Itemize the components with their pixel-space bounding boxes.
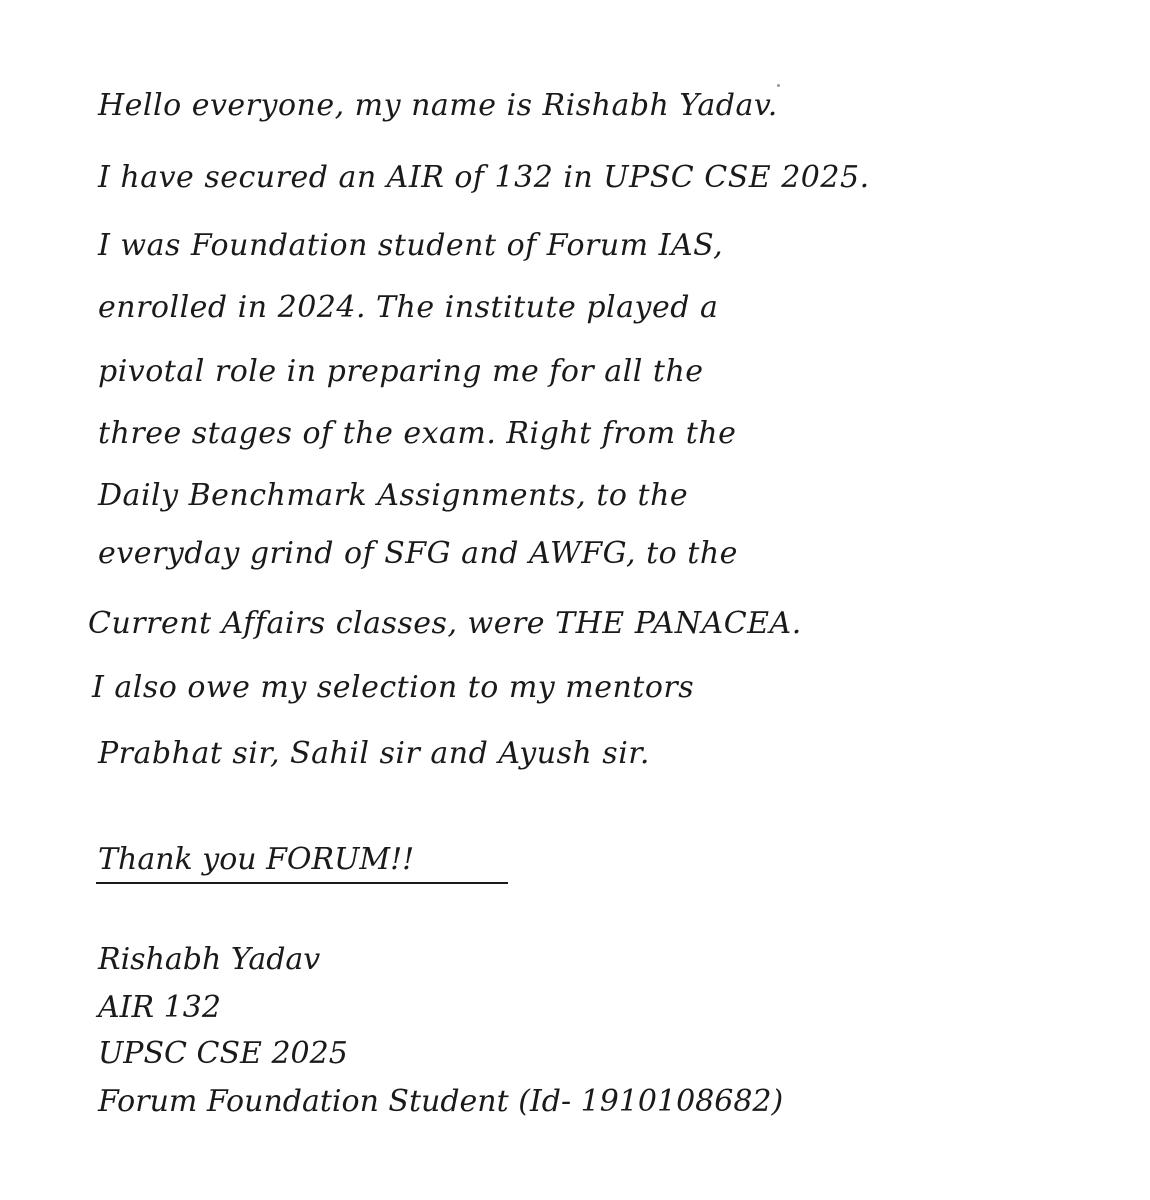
thank-you-line: Thank you FORUM!! xyxy=(98,842,415,877)
letter-line-5: pivotal role in preparing me for all the xyxy=(98,354,704,389)
letter-line-9: Current Affairs classes, were THE PANACEA. xyxy=(88,606,802,641)
letter-line-7: Daily Benchmark Assignments, to the xyxy=(98,478,689,513)
letter-line-3: I was Foundation student of Forum IAS, xyxy=(98,228,724,263)
signature-rank: AIR 132 xyxy=(98,990,221,1025)
letter-line-11: Prabhat sir, Sahil sir and Ayush sir. xyxy=(98,736,650,771)
letter-line-6: three stages of the exam. Right from the xyxy=(98,416,737,451)
signature-name: Rishabh Yadav xyxy=(98,942,321,977)
thank-you-underline xyxy=(96,882,508,884)
signature-exam: UPSC CSE 2025 xyxy=(98,1036,348,1071)
letter-line-8: everyday grind of SFG and AWFG, to the xyxy=(98,536,738,571)
letter-line-1: Hello everyone, my name is Rishabh Yadav. xyxy=(98,88,778,123)
letter-line-10: I also owe my selection to my mentors xyxy=(92,670,695,705)
letter-line-2: I have secured an AIR of 132 in UPSC CSE 2025. xyxy=(98,160,870,195)
letter-line-4: enrolled in 2024. The institute played a xyxy=(98,290,719,325)
signature-student-id: Forum Foundation Student (Id- 1910108682) xyxy=(98,1084,784,1119)
